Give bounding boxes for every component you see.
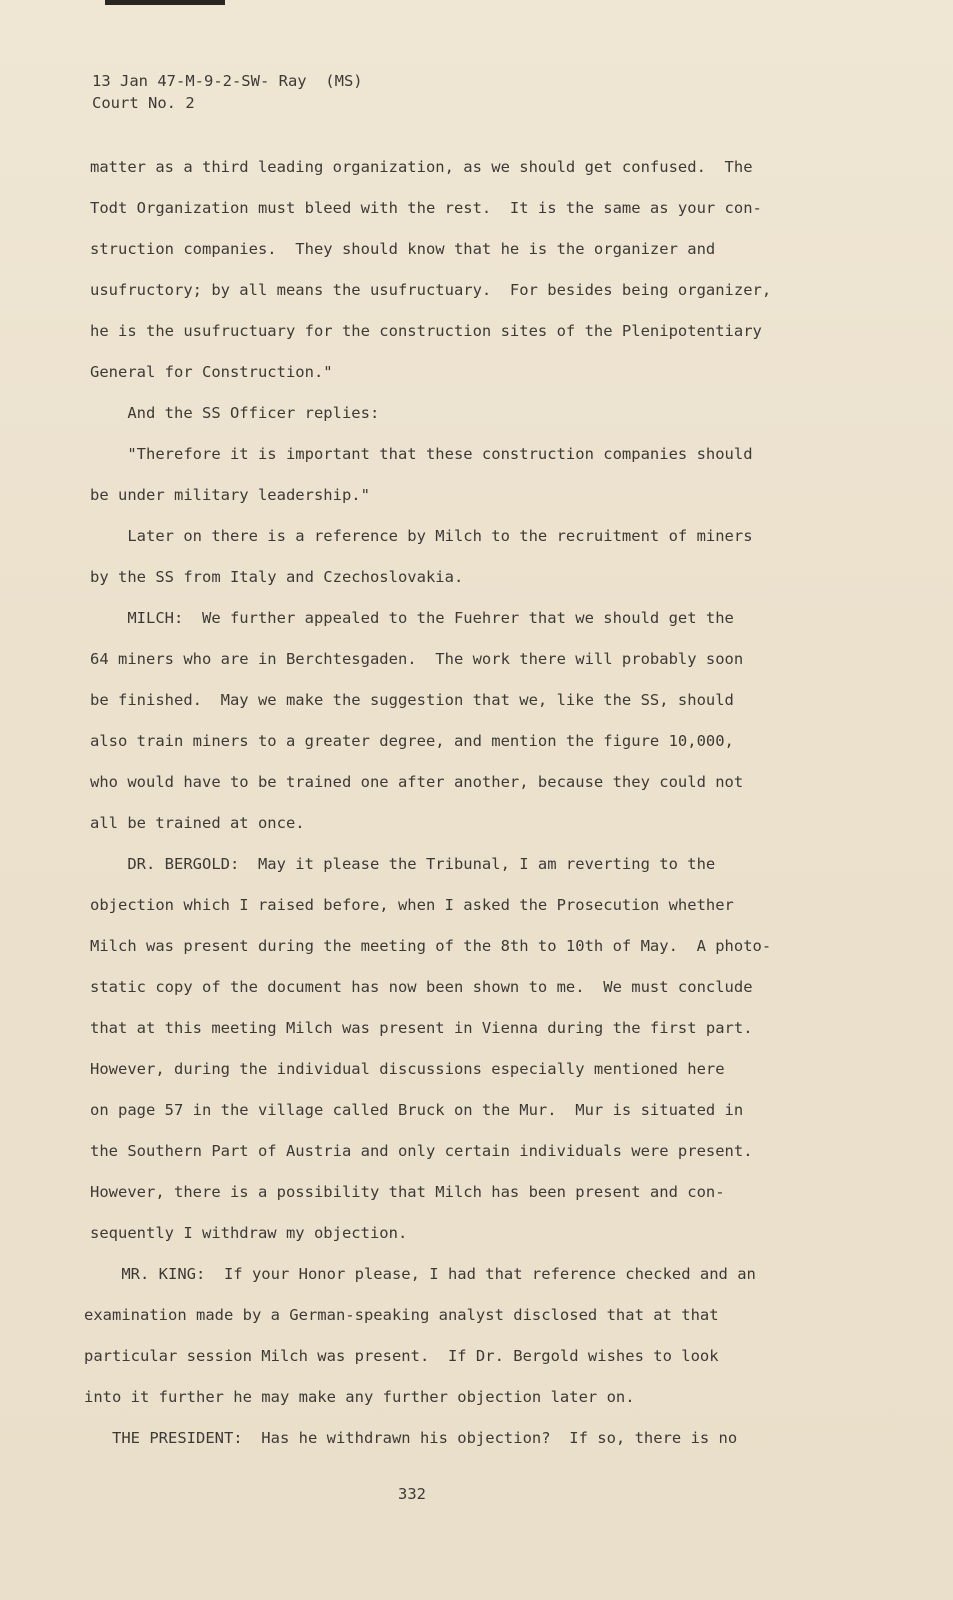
text-line: all be trained at once. xyxy=(90,814,305,832)
header-line-1: 13 Jan 47-M-9-2-SW- Ray (MS) xyxy=(92,72,363,90)
text-line: Later on there is a reference by Milch to the recruitment of miners xyxy=(90,527,753,545)
text-line: static copy of the document has now been shown to me. We must conclude xyxy=(90,978,753,996)
text-line: examination made by a German-speaking analyst disclosed that at that xyxy=(84,1306,719,1324)
text-line: 64 miners who are in Berchtesgaden. The work there will probably soon xyxy=(90,650,744,668)
text-line: MR. KING: If your Honor please, I had that reference checked and an xyxy=(84,1265,756,1283)
text-line: Todt Organization must bleed with the rest. It is the same as your con- xyxy=(90,199,762,217)
text-line: DR. BERGOLD: May it please the Tribunal, I am reverting to the xyxy=(90,855,716,873)
text-line: he is the usufructuary for the construction sites of the Plenipotentiary xyxy=(90,322,762,340)
text-line: that at this meeting Milch was present in Vienna during the first part. xyxy=(90,1019,753,1037)
text-line: usufructory; by all means the usufructuary. For besides being organizer, xyxy=(90,281,772,299)
text-line: matter as a third leading organization, as we should get confused. The xyxy=(90,158,753,176)
text-line: THE PRESIDENT: Has he withdrawn his objection? If so, there is no xyxy=(84,1429,738,1447)
text-line: And the SS Officer replies: xyxy=(90,404,380,422)
text-line: particular session Milch was present. If Dr. Bergold wishes to look xyxy=(84,1347,719,1365)
text-line: be finished. May we make the suggestion that we, like the SS, should xyxy=(90,691,734,709)
page-number: 332 xyxy=(398,1485,426,1503)
text-line: the Southern Part of Austria and only certain individuals were present. xyxy=(90,1142,753,1160)
page-header xyxy=(92,70,363,114)
text-line: into it further he may make any further objection later on. xyxy=(84,1388,635,1406)
text-line: also train miners to a greater degree, and mention the figure 10,000, xyxy=(90,732,734,750)
text-line: "Therefore it is important that these construction companies should xyxy=(90,445,753,463)
text-line: struction companies. They should know that he is the organizer and xyxy=(90,240,716,258)
text-line: MILCH: We further appealed to the Fuehrer that we should get the xyxy=(90,609,734,627)
text-line: sequently I withdraw my objection. xyxy=(90,1224,408,1242)
text-line: Milch was present during the meeting of the 8th to 10th of May. A photo- xyxy=(90,937,772,955)
text-line: General for Construction." xyxy=(90,363,333,381)
header-line-2: Court No. 2 xyxy=(92,94,195,112)
text-line: by the SS from Italy and Czechoslovakia. xyxy=(90,568,464,586)
text-line: on page 57 in the village called Bruck on the Mur. Mur is situated in xyxy=(90,1101,744,1119)
text-line: objection which I raised before, when I asked the Prosecution whether xyxy=(90,896,734,914)
text-line: be under military leadership." xyxy=(90,486,370,504)
text-line: However, there is a possibility that Milch has been present and con- xyxy=(90,1183,725,1201)
text-line: However, during the individual discussions especially mentioned here xyxy=(90,1060,725,1078)
text-line: who would have to be trained one after another, because they could not xyxy=(90,773,744,791)
